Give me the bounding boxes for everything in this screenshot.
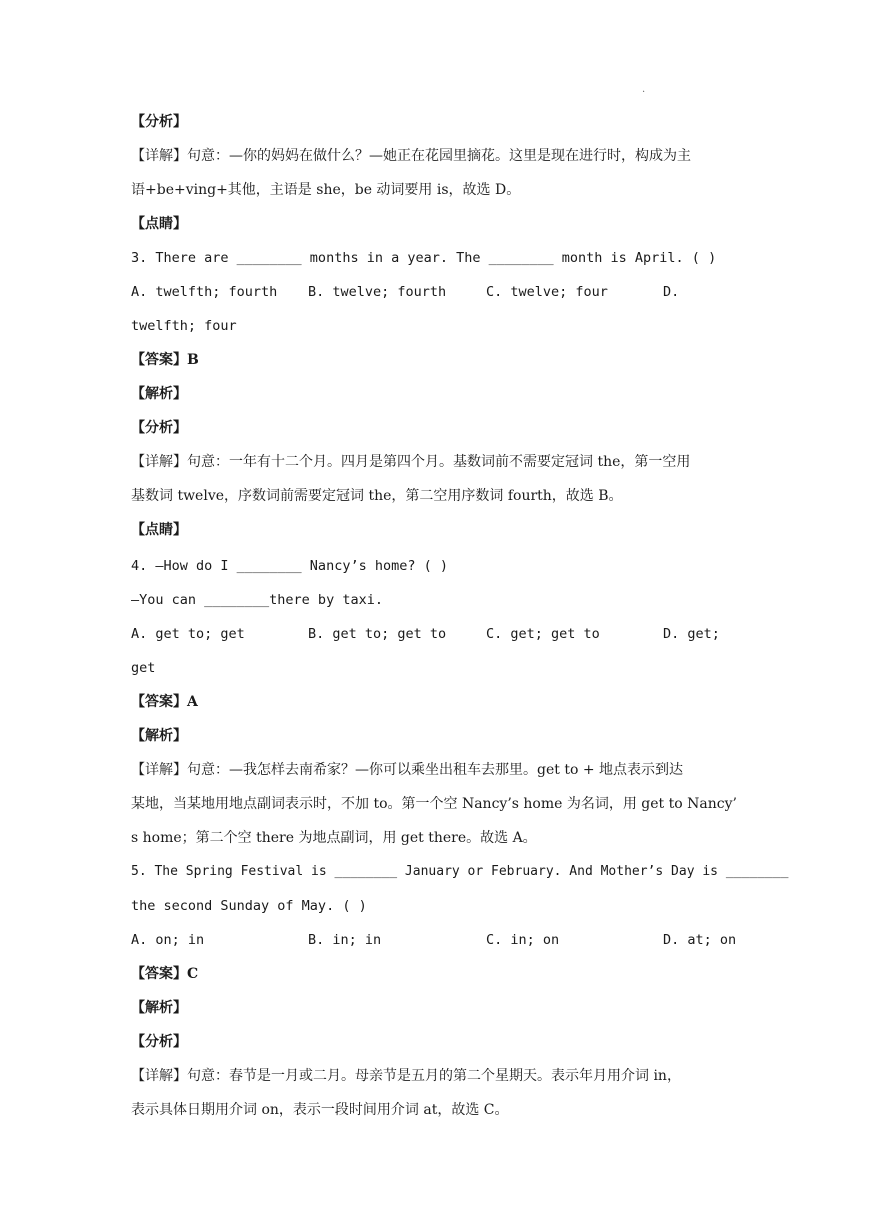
question-5: 5. The Spring Festival is ________ January or February. And Mother’s Day is ________ <box>131 864 789 879</box>
option-d-continued: get <box>131 660 156 676</box>
analysis-heading: 【分析】 <box>131 1034 187 1050</box>
question-4: 4. —How do I ________ Nancy’s home? ( ) <box>131 558 448 574</box>
page-dot: . <box>642 84 646 95</box>
option-b: B. twelve; fourth <box>308 284 447 300</box>
remark-heading: 【点睛】 <box>131 522 187 538</box>
explanation-line: 语+be+ving+其他，主语是 she，be 动词要用 is，故选 D。 <box>131 182 521 198</box>
option-a: A. twelfth; fourth <box>131 284 278 300</box>
answer-5: 【答案】C <box>131 966 199 982</box>
option-c: C. in; on <box>486 932 560 948</box>
question-5-line-2: the second Sunday of May. ( ) <box>131 898 367 914</box>
analysis-heading: 【分析】 <box>131 114 187 130</box>
solution-heading: 【解析】 <box>131 728 187 744</box>
option-d: D. get; <box>663 626 720 642</box>
option-d: D. at; on <box>663 932 737 948</box>
analysis-heading: 【分析】 <box>131 420 187 436</box>
option-b: B. get to; get to <box>308 626 447 642</box>
explanation-line: 基数词 twelve，序数词前需要定冠词 the，第二空用序数词 fourth，故选 B。 <box>131 488 623 504</box>
solution-heading: 【解析】 <box>131 386 187 402</box>
explanation-line: 【详解】句意：一年有十二个月。四月是第四个月。基数词前不需要定冠词 the，第一空用 <box>131 454 691 470</box>
remark-heading: 【点睛】 <box>131 216 187 232</box>
option-d: D. <box>663 284 680 300</box>
answer-3: 【答案】B <box>131 352 199 368</box>
explanation-line: 表示具体日期用介词 on，表示一段时间用介词 at，故选 C。 <box>131 1102 509 1118</box>
explanation-line: 某地，当某地用地点副词表示时，不加 to。第一个空 Nancy’s home 为名词，用 get to Nancy’ <box>131 796 737 812</box>
option-c: C. twelve; four <box>486 284 608 300</box>
question-3: 3. There are ________ months in a year. The ________ month is April. ( ) <box>131 250 717 266</box>
explanation-line: s home；第二个空 there 为地点副词，用 get there。故选 A。 <box>131 830 537 846</box>
option-d-continued: twelfth; four <box>131 318 237 334</box>
option-b: B. in; in <box>308 932 382 948</box>
option-c: C. get; get to <box>486 626 600 642</box>
question-4-line-2: —You can ________there by taxi. <box>131 592 383 608</box>
option-a: A. get to; get <box>131 626 245 642</box>
solution-heading: 【解析】 <box>131 1000 187 1016</box>
explanation-line: 【详解】句意：—我怎样去南希家？—你可以乘坐出租车去那里。get to + 地点表示到达 <box>131 762 684 778</box>
option-a: A. on; in <box>131 932 205 948</box>
explanation-line: 【详解】句意：—你的妈妈在做什么？—她正在花园里摘花。这里是现在进行时，构成为主 <box>131 148 691 164</box>
explanation-line: 【详解】句意：春节是一月或二月。母亲节是五月的第二个星期天。表示年月用介词 in， <box>131 1068 681 1084</box>
answer-4: 【答案】A <box>131 694 198 710</box>
